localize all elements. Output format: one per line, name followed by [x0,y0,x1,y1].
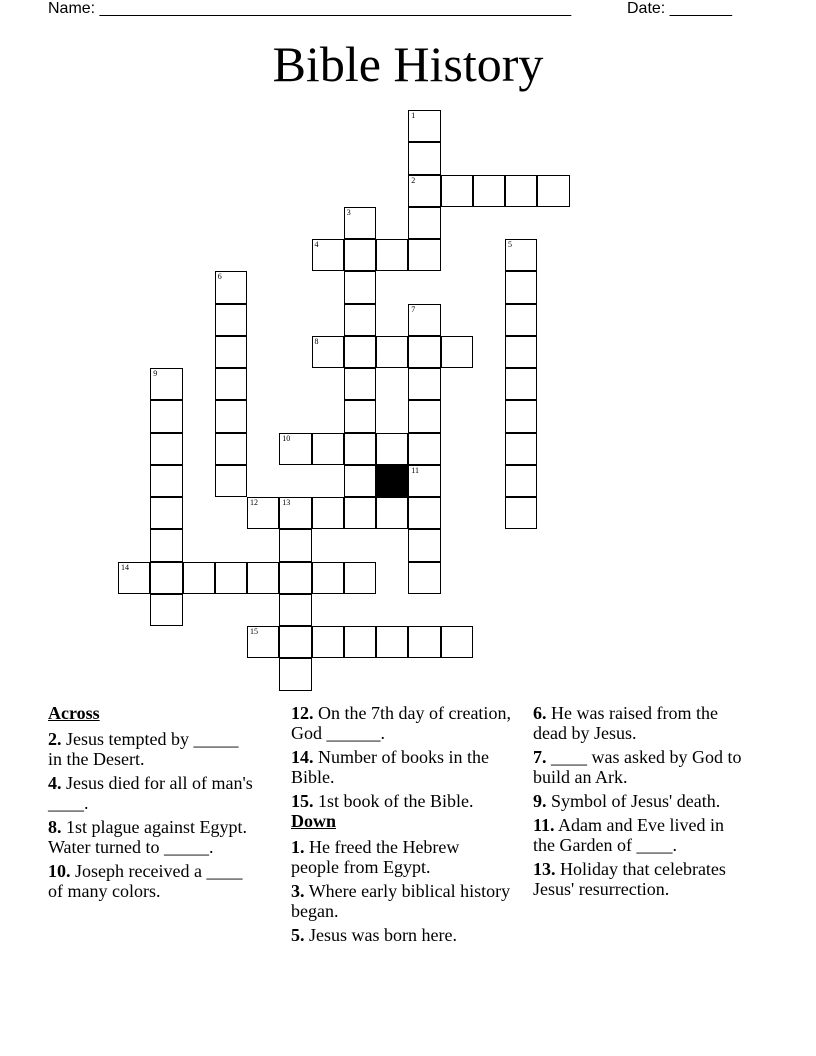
crossword-cell[interactable] [376,239,408,271]
clue-number: 11. [533,815,555,835]
crossword-cell[interactable] [150,562,182,594]
crossword-cell[interactable] [408,529,440,561]
crossword-cell[interactable] [408,207,440,239]
crossword-cell[interactable] [215,400,247,432]
clue-number: 9. [533,791,547,811]
clue-text: Jesus was born here. [309,925,457,945]
cell-number: 12 [250,498,258,507]
crossword-cell[interactable] [344,433,376,465]
clue-text: Joseph received a ____ of many colors. [48,861,243,901]
crossword-cell[interactable] [537,175,569,207]
clue-down-1 [291,837,511,877]
crossword-cell[interactable] [344,336,376,368]
crossword-cell[interactable] [279,658,311,690]
clue-number: 1. [291,837,305,857]
cell-number: 4 [314,240,319,249]
clue-across-10 [48,861,253,901]
down-heading: Down [291,811,337,831]
clue-across-12 [291,703,511,743]
clue-text: Adam and Eve lived in the Garden of ____. [533,815,724,855]
crossword-cell[interactable] [215,465,247,497]
crossword-cell[interactable] [344,562,376,594]
clues-column-1 [48,703,253,905]
crossword-cell[interactable] [312,626,344,658]
clue-number: 13. [533,859,556,879]
cell-number: 11 [411,465,419,475]
crossword-cell[interactable] [408,142,440,174]
crossword-cell[interactable] [215,336,247,368]
clue-number: 7. [533,747,547,767]
crossword-cell[interactable] [408,239,440,271]
crossword-cell[interactable] [441,336,473,368]
clue-across-4 [48,773,253,813]
crossword-cell[interactable] [344,239,376,271]
crossword-cell[interactable] [150,400,182,432]
clue-down-13 [533,859,748,899]
crossword-cell[interactable] [473,175,505,207]
crossword-cell[interactable] [150,433,182,465]
crossword-cell[interactable] [312,336,344,368]
cell-number: 15 [250,627,258,636]
clue-text: 1st plague against Egypt. Water turned to _____. [48,817,247,857]
crossword-cell[interactable] [408,400,440,432]
clue-text: Where early biblical history began. [291,881,511,921]
crossword-cell[interactable] [344,304,376,336]
clue-number: 3. [291,881,305,901]
date-field[interactable]: Date: _______ [627,0,732,17]
clue-across-2 [48,729,253,769]
across-heading: Across [48,703,100,723]
crossword-cell[interactable] [312,239,344,271]
clue-down-11 [533,815,748,855]
clue-text: Holiday that celebrates Jesus' resurrection. [533,859,726,899]
clue-down-6 [533,703,748,743]
black-square [376,465,408,497]
name-field[interactable]: Name: _____________________________________________________ [48,0,572,17]
crossword-cell[interactable] [376,497,408,529]
crossword-cell[interactable] [247,497,279,529]
crossword-cell[interactable] [408,304,440,336]
crossword-cell[interactable] [279,626,311,658]
crossword-cell[interactable] [408,175,440,207]
crossword-cell[interactable] [215,368,247,400]
crossword-cell[interactable] [408,110,440,142]
crossword-cell[interactable] [441,626,473,658]
clue-down-5 [291,925,511,945]
clue-number: 2. [48,729,62,749]
cell-number: 7 [411,304,416,314]
crossword-cell[interactable] [408,433,440,465]
crossword-cell[interactable] [408,368,440,400]
clue-text: ____ was asked by God to build an Ark. [533,747,742,787]
crossword-cell[interactable] [344,400,376,432]
crossword-cell[interactable] [344,465,376,497]
cell-number: 6 [217,272,222,282]
cell-number: 9 [153,369,158,378]
crossword-cell[interactable] [344,497,376,529]
clue-text: On the 7th day of creation, God ______. [291,703,511,743]
cell-number: 2 [411,175,416,185]
crossword-cell[interactable] [505,497,537,529]
clues-column-2 [291,703,511,949]
cell-number: 14 [121,562,129,572]
crossword-cell[interactable] [215,433,247,465]
page-title: Bible History [272,36,544,92]
crossword-cell[interactable] [408,465,440,497]
crossword-cell[interactable] [279,497,311,529]
clue-number: 12. [291,703,314,723]
crossword-cell[interactable] [215,562,247,594]
clue-down-7 [533,747,748,787]
crossword-cell[interactable] [505,465,537,497]
crossword-cell[interactable] [279,433,311,465]
crossword-cell[interactable] [408,336,440,368]
crossword-cell[interactable] [376,433,408,465]
crossword-cell[interactable] [247,562,279,594]
crossword-cell[interactable] [150,368,182,400]
crossword-cell[interactable] [505,239,537,271]
crossword-cell[interactable] [505,336,537,368]
cell-number: 3 [346,207,351,217]
clue-number: 8. [48,817,62,837]
clue-number: 5. [291,925,305,945]
clue-text: Jesus died for all of man's ____. [48,773,253,813]
crossword-cell[interactable] [279,594,311,626]
clues-column-3 [533,703,748,903]
clue-text: He freed the Hebrew people from Egypt. [291,837,460,877]
crossword-cell[interactable] [215,304,247,336]
clue-number: 4. [48,773,62,793]
clue-number: 6. [533,703,547,723]
crossword-cell[interactable] [344,626,376,658]
cell-number: 8 [314,336,319,346]
crossword-cell[interactable] [408,562,440,594]
crossword-cell[interactable] [312,433,344,465]
clue-down-3 [291,881,511,921]
crossword-cell[interactable] [247,626,279,658]
clue-number: 15. [291,791,314,811]
clue-text: He was raised from the dead by Jesus. [533,703,718,743]
clue-across-8 [48,817,253,857]
crossword-cell[interactable] [312,497,344,529]
crossword-cell[interactable] [150,594,182,626]
clue-across-14 [291,747,511,787]
crossword-cell[interactable] [183,562,215,594]
crossword-cell[interactable] [344,271,376,303]
crossword-cell[interactable] [344,207,376,239]
crossword-cell[interactable] [279,562,311,594]
clue-down-9 [533,791,748,811]
crossword-cell[interactable] [505,400,537,432]
crossword-cell[interactable] [376,336,408,368]
clue-number: 14. [291,747,314,767]
cell-number: 1 [411,111,416,120]
cell-number: 13 [282,498,291,507]
clue-text: Number of books in the Bible. [291,747,489,787]
crossword-cell[interactable] [150,465,182,497]
crossword-cell[interactable] [505,175,537,207]
crossword-cell[interactable] [408,626,440,658]
crossword-cell[interactable] [312,562,344,594]
clue-text: Symbol of Jesus' death. [551,791,721,811]
clue-text: Jesus tempted by _____ in the Desert. [48,729,239,769]
crossword-cell[interactable] [408,497,440,529]
crossword-cell[interactable] [505,433,537,465]
clue-across-15 [291,791,511,811]
crossword-cell[interactable] [505,368,537,400]
cell-number: 5 [508,240,512,249]
crossword-cell[interactable] [376,626,408,658]
cell-number: 10 [282,433,291,443]
crossword-cell[interactable] [505,271,537,303]
crossword-cell[interactable] [150,497,182,529]
crossword-cell[interactable] [215,271,247,303]
crossword-cell[interactable] [118,562,150,594]
crossword-cell[interactable] [150,529,182,561]
crossword-cell[interactable] [344,368,376,400]
crossword-cell[interactable] [505,304,537,336]
crossword-cell[interactable] [279,529,311,561]
clue-number: 10. [48,861,71,881]
clue-text: 1st book of the Bible. [318,791,474,811]
crossword-cell[interactable] [441,175,473,207]
